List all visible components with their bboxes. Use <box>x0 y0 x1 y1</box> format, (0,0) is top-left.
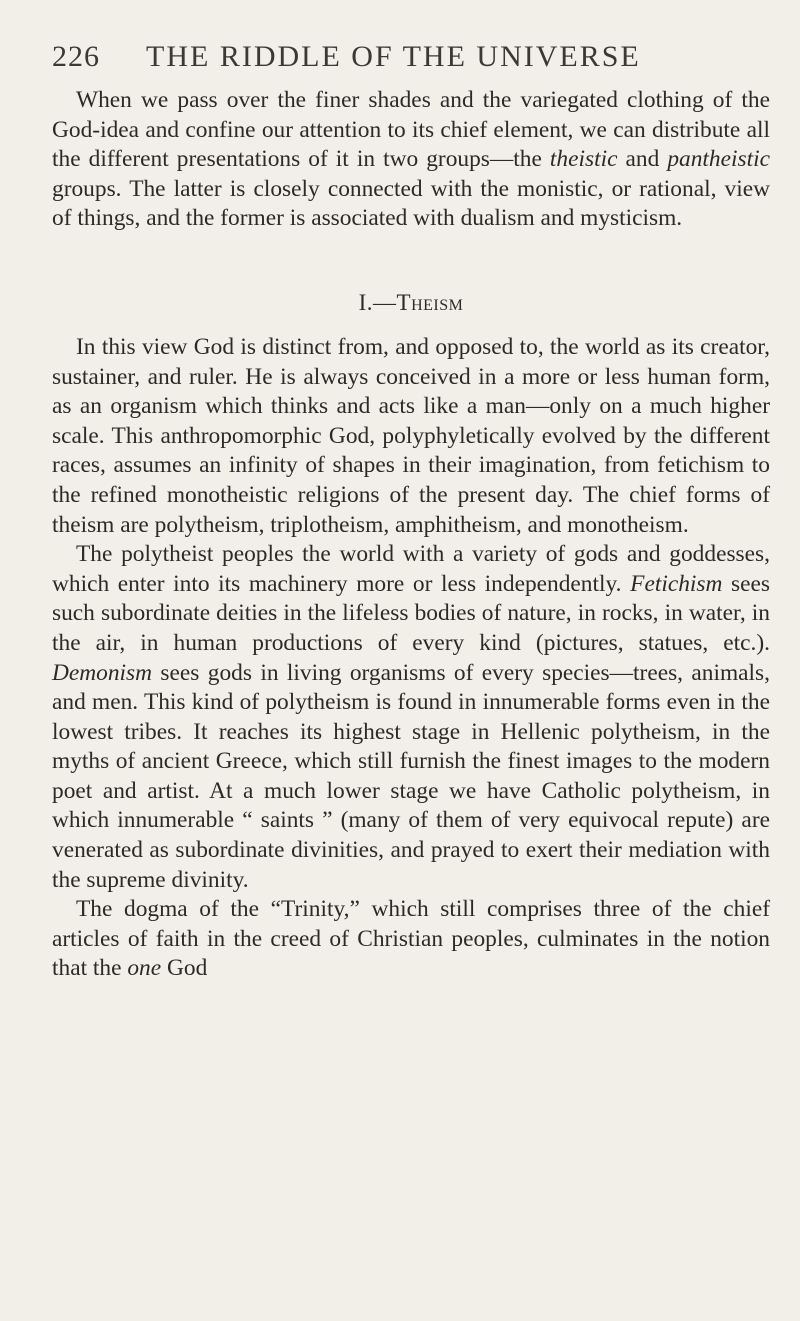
emphasis-one: one <box>127 955 162 982</box>
paragraph-polytheism: The polytheist peoples the world with a variety of gods and goddesses, which enter into its machinery more or less independently. Fetichism sees such subordinate deities in the lifeless bodies of nature, in rocks, in water, in the air, in human productions of every kind (pictures, statues, etc.). Demonism sees gods in living organisms of every species—trees, animals, and men. This kind of polytheism is found in innumerable forms even in the lowest tribes. It reaches its highest stage in Hellenic polytheism, in the myths of ancient Greece, which still furnish the finest images to the modern poet and artist. At a much lower stage we have Catholic polytheism, in which innumerable “ saints ” (many of them of very equivocal repute) are venerated as subordinate divinities, and prayed to exert their mediation with the supreme divinity. <box>52 541 770 893</box>
section-numeral: I.— <box>358 289 397 315</box>
running-title: THE RIDDLE OF THE UNIVERSE <box>146 40 641 73</box>
page-number: 226 <box>52 40 100 73</box>
body-text <box>52 86 770 984</box>
emphasis-fetichism: Fetichism <box>630 570 723 597</box>
emphasis-theistic: theistic <box>549 146 618 173</box>
paragraph-theism-definition: In this view God is distinct from, and opposed to, the world as its creator, sustainer, and ruler. He is always conceived in a more or less human form, as an organism which thinks and acts like a man—only on a much higher scale. This anthropomorphic God, polyphyletically evolved by the different races, assumes an infinity of shapes in their imagination, from fetichism to the refined monotheistic religions of the present day. The chief forms of theism are polytheism, triplotheism, amphitheism, and monotheism. <box>52 333 770 538</box>
section-title: Theism <box>396 289 464 315</box>
running-head <box>52 40 772 80</box>
emphasis-pantheistic: pantheistic <box>667 146 770 173</box>
paragraph-pantheism-intro: When we pass over the finer shades and the variegated clothing of the God-idea and confine our attention to its chief element, we can distribute all the different presentations of it in two groups—the theistic and pantheistic groups. The latter is closely connected with the monistic, or rational, view of things, and the former is associated with dualism and mysticism. <box>52 87 770 232</box>
paragraph-trinity: The dogma of the “Trinity,” which still comprises three of the chief articles of faith in the creed of Christian peoples, culminates in the notion that the one God <box>52 896 770 982</box>
section-heading <box>52 288 770 318</box>
emphasis-demonism: Demonism <box>52 659 153 686</box>
